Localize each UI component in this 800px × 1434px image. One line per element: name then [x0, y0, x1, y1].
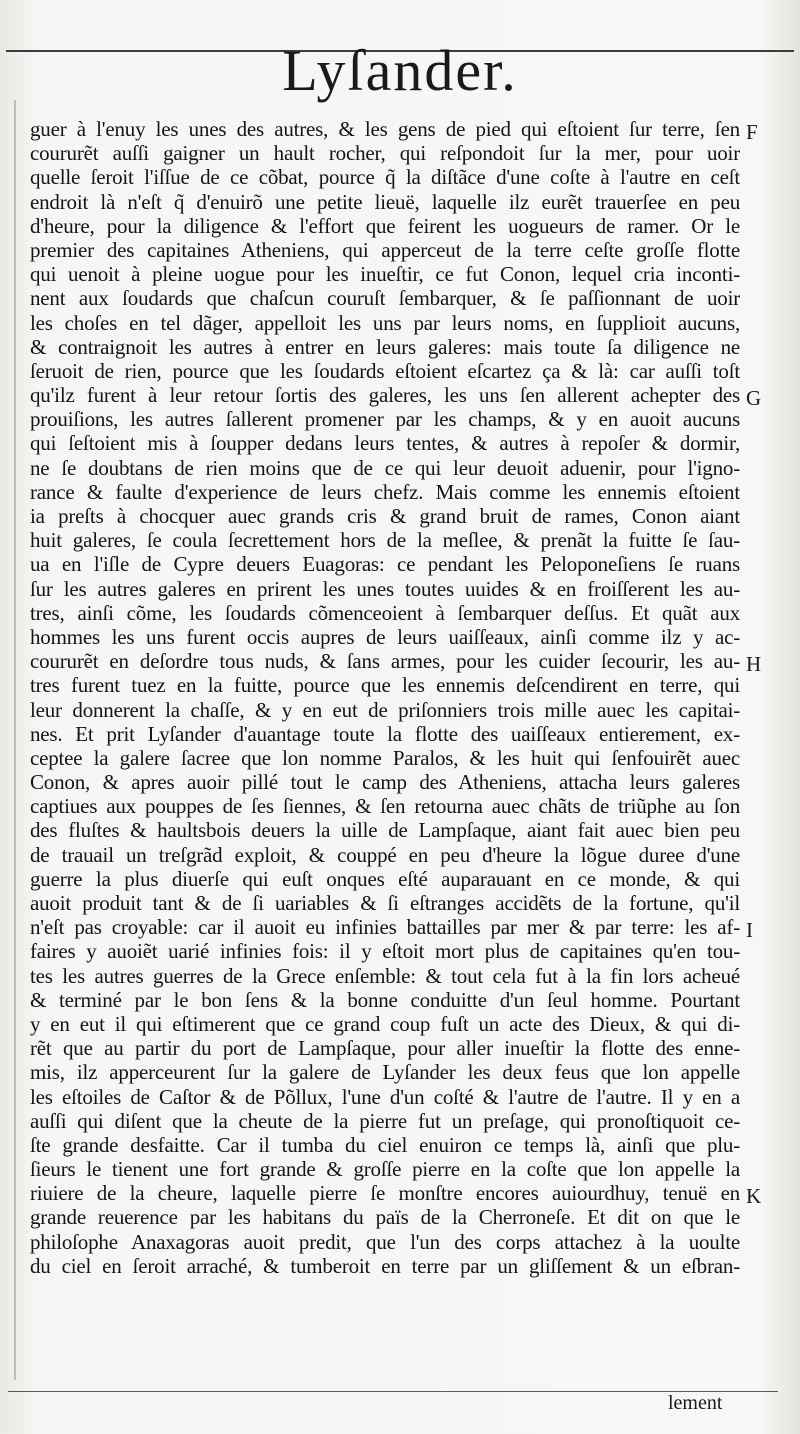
text-line: tres furent tuez en la fuitte, pource que les ennemis deſcendirent en terre, qui: [30, 673, 740, 698]
text-line: auoit produit tant & de ſi uariables & ſi eſtranges accidẽts de la fortune, qu'il: [30, 891, 740, 915]
text-line: ceptee la galere ſacree que lon nomme Paralos, & les huit qui ſenfouirẽt auec: [30, 745, 740, 770]
text-line: auſſi qui diſent que la cheute de la pierre fut un preſage, qui pronoſtiquoit ce-: [30, 1108, 740, 1133]
margin-letter-k: K: [746, 1184, 762, 1208]
text-line: de trauail un treſgrãd exploit, & couppé en peu d'heure la lõgue duree d'une: [30, 842, 740, 867]
text-line: rẽt que au partir du port de Lampſaque, pour aller inueſtir la flotte des enne-: [30, 1036, 740, 1061]
text-line: n'eſt pas croyable: car il auoit eu infinies battailles par mer & par terre: les af-: [30, 915, 740, 940]
text-line: ſieurs le tienent une fort grande & groſſe pierre en la coſte que lon appelle la: [30, 1157, 740, 1182]
text-line: du ciel en ſeroit arraché, & tumberoit en terre par un gliſſement & un eſbran-: [30, 1253, 740, 1278]
text-line: mis, ilz apperceurent ſur la galere de Lyſander les deux feus que lon appelle: [30, 1060, 740, 1085]
text-line: rance & faulte d'experience de leurs chefz. Mais comme les ennemis eſtoient: [30, 479, 740, 504]
text-line: les eſtoiles de Caſtor & de Põllux, l'une d'un coſté & l'autre de l'autre. Il y en a: [30, 1084, 740, 1109]
margin-letter-i: I: [746, 918, 753, 942]
text-line: & terminé par le bon ſens & la bonne conduitte d'un ſeul homme. Pourtant: [30, 987, 740, 1012]
gutter-shadow: [14, 100, 16, 1380]
text-line: huit galeres, ſe coula ſecrettement hors de la meſlee, & prenãt la fuitte ſe ſau-: [30, 528, 740, 553]
text-line: ia preſts à chocquer auec grands cris & grand bruit de rames, Conon aiant: [30, 504, 740, 528]
margin-letter-f: F: [746, 120, 758, 144]
text-line: & contraignoit les autres à entrer en leurs galeres: mais toute ſa diligence ne: [30, 334, 740, 359]
text-line: hommes les uns furent occis aupres de leurs uaiſſeaux, ainſi comme ilz y ac-: [30, 624, 740, 649]
text-line: faires y auoiẽt uarié infinies fois: il y eſtoit mort plus de capitaines qu'en tou-: [30, 939, 740, 964]
text-line: d'heure, pour la diligence & l'effort que feirent les uogueurs de ramer. Or le: [30, 213, 740, 238]
text-line: coururẽt auſſi gaigner un hault rocher, qui reſpondoit ſur la mer, pour uoir: [30, 141, 740, 166]
text-line: captiues aux pouppes de ſes ſiennes, & ſen retourna auec chãts de triũphe au ſon: [30, 794, 740, 819]
text-line: grande reuerence par les habitans du païs de la Cherroneſe. Et dit on que le: [30, 1205, 740, 1230]
text-line: riuiere de la cheure, laquelle pierre ſe monſtre encores auiourdhuy, tenuë en: [30, 1181, 740, 1206]
margin-letter-h: H: [746, 652, 762, 676]
text-line: nent aux ſoudards que chaſcun couruſt ſembarquer, & ſe paſſionnant de uoir: [30, 286, 740, 311]
text-line: guerre la plus diuerſe qui euſt onques eſté auparauant en ce monde, & qui: [30, 866, 740, 891]
footer-rule: [8, 1391, 778, 1392]
text-line: ſeruoit de rien, pource que les ſoudards eſtoient eſcartez ça & là: car auſſi toſt: [30, 358, 740, 383]
text-line: qui ſeſtoient mis à ſoupper dedans leurs tentes, & autres à repoſer & dormir,: [30, 431, 740, 456]
text-line: guer à l'enuy les unes des autres, & les gens de pied qui eſtoient ſur terre, ſen: [30, 117, 740, 141]
text-line: les choſes en tel dãger, appelloit les uns par leurs noms, en ſupplioit aucuns,: [30, 310, 740, 335]
text-block: [30, 117, 740, 1278]
text-line: qui uenoit à pleine uogue pour les inueſtir, ce fut Conon, lequel cria inconti-: [30, 262, 740, 287]
text-line: des fluſtes & haultsbois deuers la uille de Lampſaque, aiant fait auec bien peu: [30, 818, 740, 843]
margin-letter-g: G: [746, 386, 762, 410]
running-head: Lyſander.: [282, 38, 518, 103]
text-line: leur donnerent la chaſſe, & y en eut de priſonniers trois mille auec les capitai-: [30, 697, 740, 722]
text-line: tes les autres guerres de la Grece enſemble: & tout cela fut à la fin lors acheué: [30, 963, 740, 988]
text-line: ſur les autres galeres en prirent les unes toutes uuides & en froiſſerent les au-: [30, 576, 740, 601]
text-line: endroit là n'eſt q̃ d'enuirõ une petite lieuë, laquelle ilz eurẽt trauerſee en peu: [30, 189, 740, 214]
text-line: premier des capitaines Atheniens, qui apperceut de la terre ceſte groſſe flotte: [30, 237, 740, 262]
text-line: Conon, & apres auoir pillé tout le camp des Atheniens, attacha leurs galeres: [30, 770, 740, 795]
text-line: ne ſe doubtans de rien moins que de ce qui leur deuoit aduenir, pour l'igno-: [30, 455, 740, 480]
text-line: prouiſions, les autres ſallerent promener par les champs, & y en auoit aucuns: [30, 407, 740, 432]
text-line: quelle ſeroit l'iſſue de ce cõbat, pource q̃ la diſtãce d'une coſte à l'autre en ceſt: [30, 165, 740, 190]
text-line: y en eut il qui eſtimerent que ce grand coup fuſt un acte des Dieux, & qui di-: [30, 1011, 740, 1036]
text-line: coururẽt en deſordre tous nuds, & ſans armes, pour les cuider ſecourir, les au-: [30, 649, 740, 674]
text-line: tres, ainſi cõme, les ſoudards cõmenceoient à ſembarquer deſſus. Et quãt aux: [30, 600, 740, 625]
text-line: qu'ilz furent à leur retour ſortis des galeres, les uns ſen allerent achepter des: [30, 383, 740, 408]
text-line: ua en l'iſle de Cypre deuers Euagoras: ce pendant les Peloponeſiens ſe ruans: [30, 552, 740, 577]
text-line: ſte grande desfaitte. Car il tumba du ciel enuiron ce temps là, ainſi que plu-: [30, 1132, 740, 1157]
text-line: philoſophe Anaxagoras auoit predit, que l'un des corps attachez à la uoulte: [30, 1229, 740, 1254]
text-line: nes. Et prit Lyſander d'auantage toute la flotte des uaiſſeaux entierement, ex-: [30, 721, 740, 746]
catchword: lement: [668, 1392, 723, 1414]
